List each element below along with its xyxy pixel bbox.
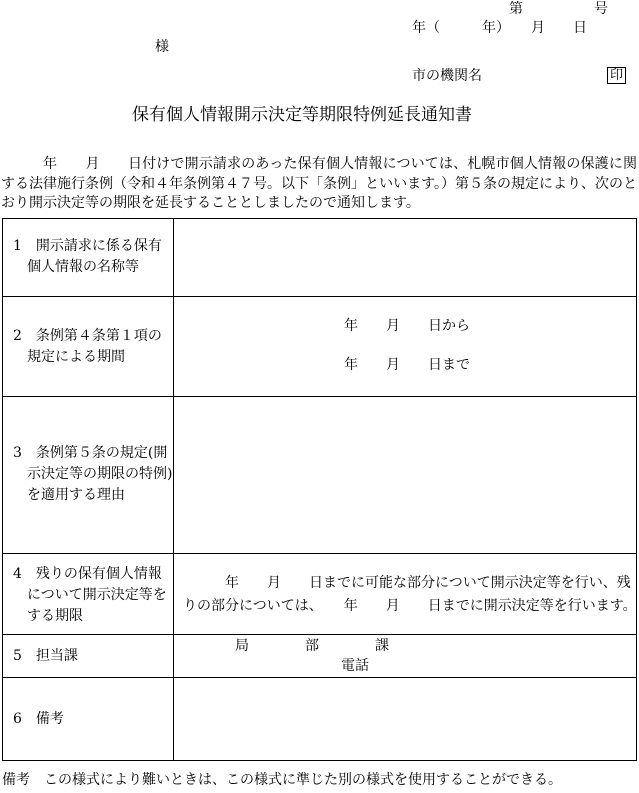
table-row-2 [3,297,636,397]
number-suffix: 号 [594,1,608,17]
period-from: 年 月 日から [344,318,470,334]
seal-mark: 印 [607,67,626,84]
row-label-remarks: 6 備考 [13,711,64,727]
table-row-1 [3,219,636,297]
row-label-remaining-deadline: 4 残りの保有個人情報 について開示決定等を する期限 [13,566,167,624]
row-label-department: 5 担当課 [13,648,78,664]
body-paragraph: 年 月 日付けで開示請求のあった保有個人情報については、札幌市個人情報の保護に関する法律施行条例（令和４年条例第４７号。以下「条例」といいます。）第５条の規定により、次のとおり開示決定等の期限を延長することとしましたので通知します。 [1,156,637,211]
footer-note: 備考 この様式により難いときは、この様式に準じた別の様式を使用することができる。 [2,772,562,788]
phone-label: 電話 [341,658,369,674]
issuer-name: 市の機関名 [412,68,482,84]
remaining-deadline-line-1: 年 月 日までに可能な部分について開示決定等を行い、残 [225,575,631,591]
number-prefix: 第 [509,1,523,17]
row-label-reason: 3 条例第５条の規定(開 示決定等の期限の特例) を適用する理由 [13,445,173,503]
remaining-deadline-line-2: りの部分については、 年 月 日までに開示決定等を行います。 [183,598,637,614]
table-row-5 [3,635,636,678]
row-label-target-info: 1 開示請求に係る保有 個人情報の名称等 [13,238,162,275]
addressee-suffix: 様 [155,39,169,55]
department-line: 局 部 課 [235,638,389,654]
row-label-period: 2 条例第４条第１項の 規定による期間 [13,328,162,365]
period-to: 年 月 日まで [344,357,470,373]
document-title: 保有個人情報開示決定等期限特例延長通知書 [132,105,472,125]
table-row-3 [3,397,636,554]
form-table [2,218,637,761]
table-row-4 [3,554,636,635]
table-row-6 [3,678,636,761]
date-line: 年（ 年） 月 日 [412,20,587,36]
